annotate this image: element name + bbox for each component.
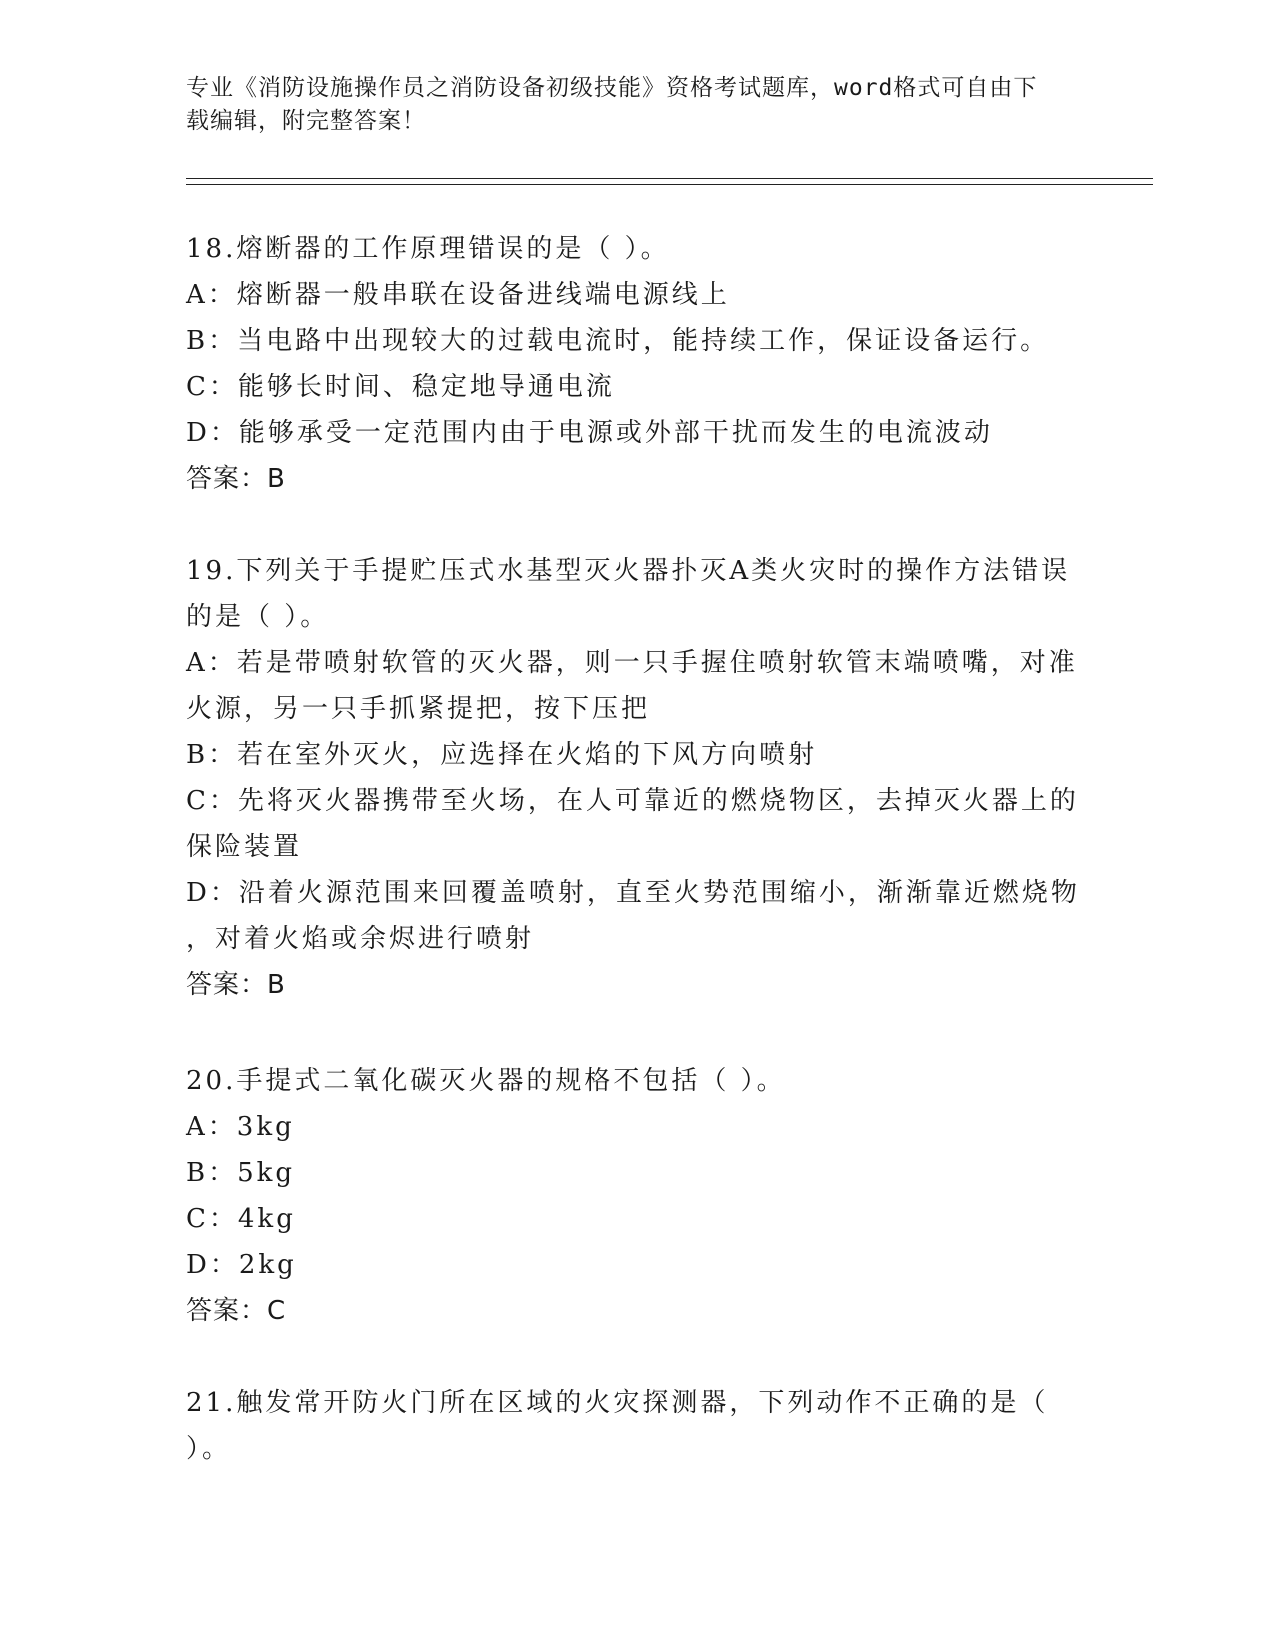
answer: 答案：B xyxy=(186,970,286,1000)
option-b: B：若在室外灭火，应选择在火焰的下风方向喷射 xyxy=(186,740,818,770)
header-line-2: 载编辑，附完整答案！ xyxy=(186,108,426,134)
question-stem: 18.熔断器的工作原理错误的是（ ）。 xyxy=(186,234,670,264)
option-d-cont: ，对着火焰或余烬进行喷射 xyxy=(186,924,535,954)
option-c: C：4kg xyxy=(186,1204,296,1234)
question-18 xyxy=(186,226,1086,502)
question-stem: 21.触发常开防火门所在区域的火灾探测器，下列动作不正确的是（ xyxy=(186,1388,1049,1418)
option-a: A：3kg xyxy=(186,1112,295,1142)
answer: 答案：B xyxy=(186,464,286,494)
option-b: B：5kg xyxy=(186,1158,296,1188)
document-header xyxy=(186,72,1086,138)
question-21 xyxy=(186,1380,1086,1472)
option-a: A：若是带喷射软管的灭火器，则一只手握住喷射软管末端喷嘴，对准 xyxy=(186,648,1078,678)
question-stem-cont: 的是（ ）。 xyxy=(186,602,330,632)
question-stem: 19.下列关于手提贮压式水基型灭火器扑灭A类火灾时的操作方法错误 xyxy=(186,556,1071,586)
question-stem: 20.手提式二氧化碳灭火器的规格不包括（ ）。 xyxy=(186,1066,786,1096)
question-20 xyxy=(186,1058,1086,1334)
header-divider-top xyxy=(186,178,1153,179)
option-a: A：熔断器一般串联在设备进线端电源线上 xyxy=(186,280,730,310)
option-d: D：能够承受一定范围内由于电源或外部干扰而发生的电流波动 xyxy=(186,418,993,448)
question-19 xyxy=(186,548,1086,1008)
header-divider-bottom xyxy=(186,184,1153,185)
option-d: D：2kg xyxy=(186,1250,297,1280)
option-c: C：先将灭火器携带至火场，在人可靠近的燃烧物区，去掉灭火器上的 xyxy=(186,786,1079,816)
answer: 答案：C xyxy=(186,1296,287,1326)
option-d: D：沿着火源范围来回覆盖喷射，直至火势范围缩小，渐渐靠近燃烧物 xyxy=(186,878,1080,908)
option-a-cont: 火源，另一只手抓紧提把，按下压把 xyxy=(186,694,651,724)
option-c-cont: 保险装置 xyxy=(186,832,303,862)
question-stem-cont: ）。 xyxy=(186,1434,232,1464)
header-line-1: 专业《消防设施操作员之消防设备初级技能》资格考试题库，word格式可自由下 xyxy=(186,75,1038,101)
option-b: B：当电路中出现较大的过载电流时，能持续工作，保证设备运行。 xyxy=(186,326,1050,356)
option-c: C：能够长时间、稳定地导通电流 xyxy=(186,372,615,402)
